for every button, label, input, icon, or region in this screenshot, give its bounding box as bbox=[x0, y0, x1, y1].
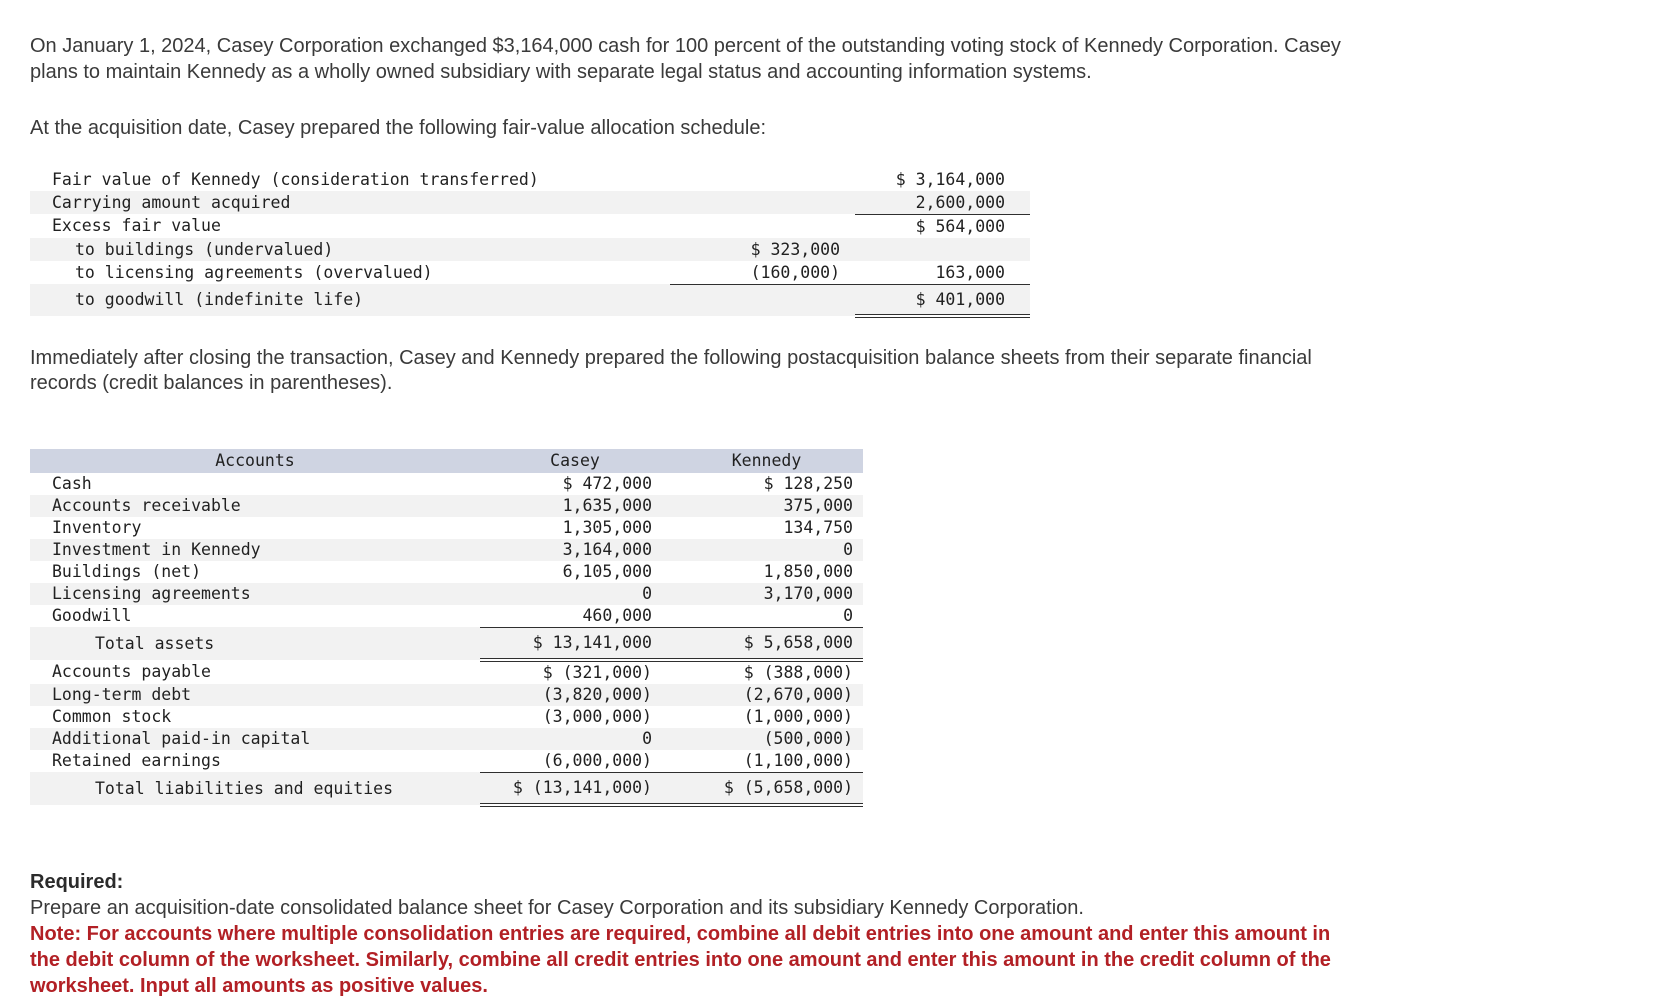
account-label-cell: Inventory bbox=[52, 518, 142, 537]
account-label-cell: Accounts receivable bbox=[52, 496, 241, 515]
balance-sheet-intro: Immediately after closing the transaction, Casey and Kennedy prepared the following postacquisition balance sheets from their separate financial records (credit balances in parentheses). bbox=[30, 346, 1312, 394]
account-label-cell: Goodwill bbox=[52, 606, 132, 626]
required-section bbox=[30, 869, 1360, 999]
account-label-cell: Accounts payable bbox=[52, 662, 211, 681]
allocation-row bbox=[30, 214, 1030, 238]
kennedy-value-cell: 0 bbox=[843, 540, 853, 559]
accounts-column-header: Accounts bbox=[30, 449, 480, 473]
allocation-row bbox=[30, 284, 1030, 316]
total-assets-row bbox=[30, 627, 863, 660]
intro-paragraph: On January 1, 2024, Casey Corporation exchanged $3,164,000 cash for 100 percent of the outstanding voting stock of Kennedy Corporation. Casey plans to maintain Kennedy as a wholly owned subsidiary with separate legal status and accounting information systems. bbox=[30, 35, 1341, 83]
table-row bbox=[30, 583, 863, 605]
kennedy-value-cell: (1,000,000) bbox=[743, 707, 853, 726]
kennedy-value-cell: 134,750 bbox=[783, 518, 853, 537]
account-label-cell: Licensing agreements bbox=[52, 584, 251, 603]
casey-value-cell: (6,000,000) bbox=[480, 750, 670, 773]
account-label-cell: Total liabilities and equities bbox=[95, 778, 394, 798]
account-label-cell: Investment in Kennedy bbox=[52, 540, 261, 559]
casey-value-cell: 0 bbox=[642, 584, 652, 603]
label-cell: Fair value of Kennedy (consideration transferred) bbox=[52, 169, 539, 189]
table-row bbox=[30, 517, 863, 539]
kennedy-value-cell: 3,170,000 bbox=[763, 584, 853, 603]
allocation-row bbox=[30, 238, 1030, 261]
kennedy-value-cell: $ (5,658,000) bbox=[670, 772, 863, 805]
kennedy-value-cell: 375,000 bbox=[783, 496, 853, 515]
total-value-cell bbox=[855, 238, 1030, 261]
label-cell: to goodwill (indefinite life) bbox=[75, 290, 364, 310]
casey-value-cell: $ 472,000 bbox=[562, 474, 652, 493]
casey-value-cell: (3,820,000) bbox=[542, 685, 652, 704]
allocated-value-cell bbox=[670, 191, 855, 215]
account-label-cell: Total assets bbox=[95, 633, 215, 653]
allocation-row bbox=[30, 168, 1030, 191]
account-label-cell: Additional paid-in capital bbox=[52, 729, 311, 748]
kennedy-value-cell: $ 5,658,000 bbox=[670, 627, 863, 660]
table-row bbox=[30, 539, 863, 561]
table-row bbox=[30, 495, 863, 517]
label-cell: to licensing agreements (overvalued) bbox=[75, 262, 433, 282]
table-row bbox=[30, 684, 863, 706]
allocation-row bbox=[30, 191, 1030, 215]
kennedy-value-cell: (1,100,000) bbox=[670, 750, 863, 773]
casey-value-cell: (3,000,000) bbox=[542, 707, 652, 726]
casey-value-cell: 3,164,000 bbox=[562, 540, 652, 559]
required-label: Required: bbox=[30, 870, 124, 893]
table-row bbox=[30, 561, 863, 583]
kennedy-column-header: Kennedy bbox=[670, 449, 863, 473]
allocated-value-cell bbox=[670, 168, 855, 191]
account-label-cell: Retained earnings bbox=[52, 751, 221, 771]
kennedy-value-cell: (500,000) bbox=[763, 729, 853, 748]
kennedy-value-cell: $ 128,250 bbox=[763, 474, 853, 493]
table-row bbox=[30, 605, 863, 628]
label-cell: Carrying amount acquired bbox=[52, 192, 291, 212]
kennedy-value-cell: 1,850,000 bbox=[763, 562, 853, 581]
total-value-cell: $ 564,000 bbox=[915, 216, 1005, 236]
kennedy-value-cell: $ (388,000) bbox=[743, 663, 853, 682]
table-row bbox=[30, 750, 863, 773]
balance-sheet-header-row bbox=[30, 449, 863, 473]
casey-value-cell: $ 13,141,000 bbox=[480, 627, 670, 660]
casey-value-cell: 1,305,000 bbox=[562, 518, 652, 537]
casey-value-cell: 6,105,000 bbox=[562, 562, 652, 581]
casey-column-header: Casey bbox=[480, 449, 670, 473]
casey-value-cell: 0 bbox=[642, 729, 652, 748]
total-value-cell: 2,600,000 bbox=[855, 191, 1030, 215]
account-label-cell: Common stock bbox=[52, 707, 172, 726]
required-text: Prepare an acquisition-date consolidated balance sheet for Casey Corporation and its subsidiary Kennedy Corporation. bbox=[30, 896, 1084, 919]
allocated-value-cell: $ 323,000 bbox=[750, 239, 840, 259]
account-label-cell: Cash bbox=[52, 474, 92, 493]
total-value-cell: 163,000 bbox=[855, 261, 1030, 285]
casey-value-cell: 460,000 bbox=[480, 605, 670, 628]
total-value-cell: $ 3,164,000 bbox=[895, 169, 1005, 189]
label-cell: Excess fair value bbox=[52, 216, 221, 236]
note-text: Note: For accounts where multiple consolidation entries are required, combine all debit entries into one amount and enter this amount in the debit column of the worksheet. Similarly, combine all credit entries into one amount and enter this amount in the credit column of the worksheet. Input all amounts as positive values. bbox=[30, 922, 1331, 997]
kennedy-value-cell: 0 bbox=[670, 605, 863, 628]
table-row bbox=[30, 473, 863, 495]
casey-value-cell: $ (321,000) bbox=[542, 663, 652, 682]
balance-sheet-table bbox=[30, 449, 863, 807]
casey-value-cell: 1,635,000 bbox=[562, 496, 652, 515]
table-row bbox=[30, 660, 863, 684]
allocation-schedule-table bbox=[30, 168, 1030, 318]
account-label-cell: Buildings (net) bbox=[52, 562, 202, 581]
table-row bbox=[30, 728, 863, 750]
label-cell: to buildings (undervalued) bbox=[75, 239, 334, 259]
casey-value-cell: $ (13,141,000) bbox=[480, 772, 670, 805]
schedule-intro: At the acquisition date, Casey prepared the following fair-value allocation schedule: bbox=[30, 117, 766, 139]
allocated-value-cell bbox=[670, 214, 855, 238]
account-label-cell: Long-term debt bbox=[52, 685, 192, 704]
total-value-cell: $ 401,000 bbox=[855, 284, 1030, 316]
table-row bbox=[30, 706, 863, 728]
total-liabilities-row bbox=[30, 772, 863, 805]
kennedy-value-cell: (2,670,000) bbox=[743, 685, 853, 704]
allocated-value-cell bbox=[670, 284, 855, 316]
allocated-value-cell: (160,000) bbox=[670, 261, 855, 285]
allocation-row bbox=[30, 261, 1030, 285]
